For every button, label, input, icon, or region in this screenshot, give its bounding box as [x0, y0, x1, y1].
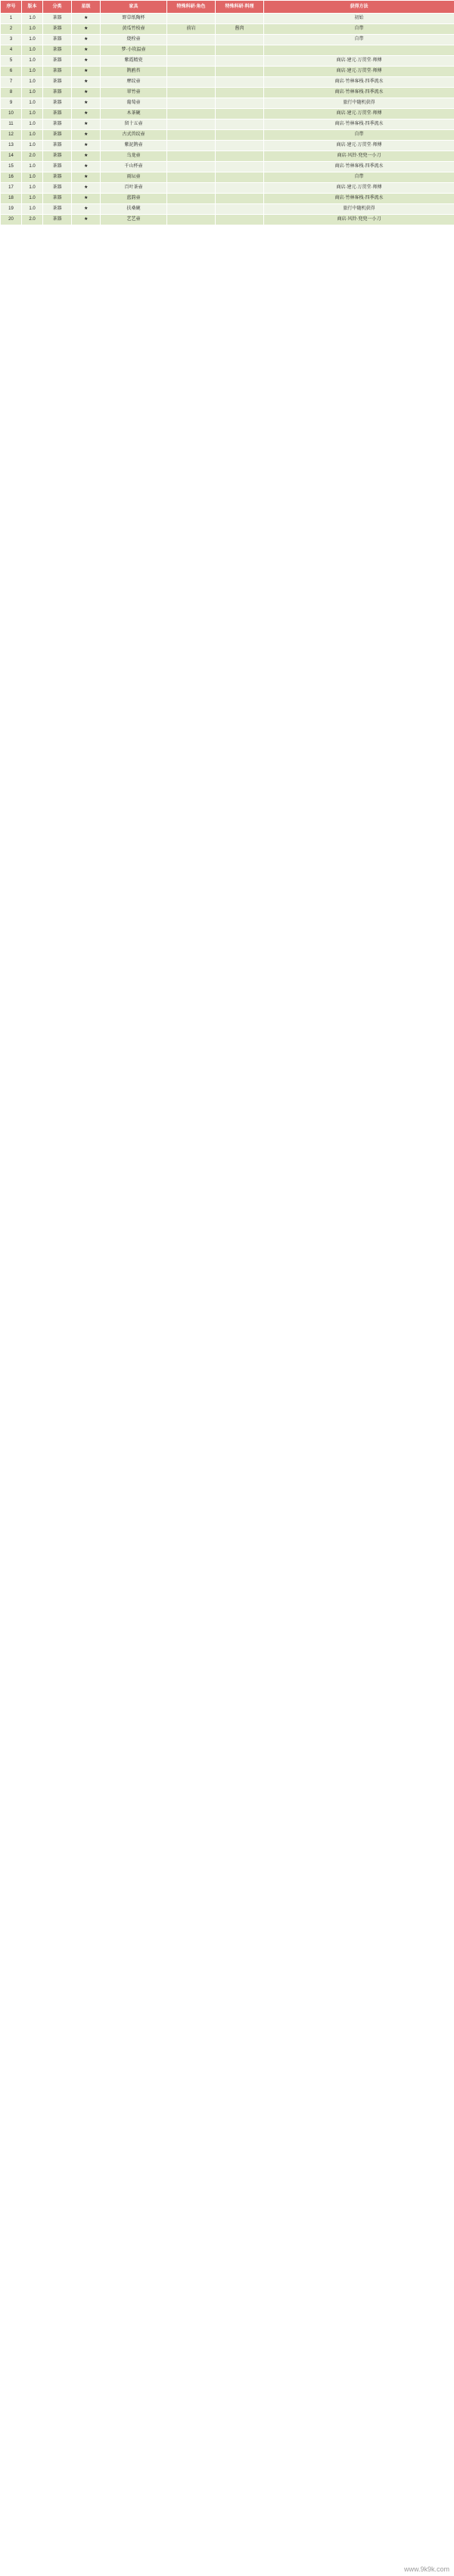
table-row	[1, 67, 454, 77]
cell-category: 茶器	[43, 56, 72, 67]
cell-index: 9	[1, 98, 22, 109]
cell-category: 茶器	[43, 119, 72, 130]
cell-research-dish	[216, 215, 264, 225]
cell-stars: ★	[72, 77, 101, 88]
cell-furniture: 木茶碗	[101, 109, 167, 119]
cell-furniture: 蓝韵壶	[101, 194, 167, 204]
cell-stars: ★	[72, 35, 101, 45]
cell-version: 1.0	[22, 183, 43, 194]
cell-research-dish	[216, 183, 264, 194]
cell-method: 商店·竹林客栈·四季流水	[264, 77, 454, 88]
cell-furniture: 紫霞精瓷	[101, 56, 167, 67]
cell-category: 茶器	[43, 35, 72, 45]
col-index-header: 序号	[1, 1, 22, 14]
cell-research-dish	[216, 56, 264, 67]
cell-furniture: 摩纹壶	[101, 77, 167, 88]
cell-category: 茶器	[43, 172, 72, 183]
col-method-header: 获得方法	[264, 1, 454, 14]
cell-research-character	[167, 162, 216, 172]
cell-research-dish	[216, 88, 264, 98]
cell-version: 1.0	[22, 14, 43, 24]
cell-stars: ★	[72, 141, 101, 151]
cell-stars: ★	[72, 14, 101, 24]
cell-research-dish	[216, 109, 264, 119]
cell-index: 11	[1, 119, 22, 130]
cell-research-character	[167, 194, 216, 204]
cell-stars: ★	[72, 24, 101, 35]
table-row	[1, 35, 454, 45]
table-header	[1, 1, 454, 14]
cell-research-character	[167, 215, 216, 225]
watermark: www.9k9k.com	[403, 2565, 449, 2573]
cell-version: 2.0	[22, 215, 43, 225]
cell-index: 19	[1, 204, 22, 215]
cell-research-dish	[216, 98, 264, 109]
col-furniture-header: 家具	[101, 1, 167, 14]
cell-stars: ★	[72, 45, 101, 56]
cell-method: 商店·风铃·兜兜一小刀	[264, 215, 454, 225]
cell-index: 14	[1, 151, 22, 162]
cell-furniture: 艺艺壶	[101, 215, 167, 225]
cell-furniture: 雨坛壶	[101, 172, 167, 183]
cell-furniture: 乌龙壶	[101, 151, 167, 162]
cell-index: 5	[1, 56, 22, 67]
cell-version: 1.0	[22, 130, 43, 141]
cell-furniture: 扶桑碗	[101, 204, 167, 215]
cell-method: 商店·竹林客栈·四季流水	[264, 88, 454, 98]
cell-research-character	[167, 14, 216, 24]
cell-version: 1.0	[22, 24, 43, 35]
cell-method: 旅行中随机获得	[264, 98, 454, 109]
cell-furniture: 紫泥鹊壶	[101, 141, 167, 151]
table-row	[1, 119, 454, 130]
cell-research-character	[167, 119, 216, 130]
cell-research-character	[167, 77, 216, 88]
cell-version: 1.0	[22, 77, 43, 88]
cell-category: 茶器	[43, 98, 72, 109]
table-row	[1, 14, 454, 24]
cell-research-character	[167, 130, 216, 141]
cell-research-character	[167, 172, 216, 183]
table-row	[1, 172, 454, 183]
cell-method: 商店·建元·万贯堂·师傅	[264, 183, 454, 194]
cell-method: 商店·风铃·兜兜一小刀	[264, 151, 454, 162]
cell-version: 1.0	[22, 98, 43, 109]
cell-method	[264, 45, 454, 56]
cell-stars: ★	[72, 151, 101, 162]
cell-category: 茶器	[43, 130, 72, 141]
cell-index: 12	[1, 130, 22, 141]
cell-version: 2.0	[22, 151, 43, 162]
cell-index: 18	[1, 194, 22, 204]
table-row	[1, 45, 454, 56]
cell-version: 1.0	[22, 162, 43, 172]
furniture-table	[0, 0, 454, 225]
table-row	[1, 98, 454, 109]
cell-method: 自带	[264, 172, 454, 183]
cell-category: 茶器	[43, 162, 72, 172]
table-row	[1, 88, 454, 98]
cell-research-dish	[216, 67, 264, 77]
cell-research-character	[167, 204, 216, 215]
cell-method: 自带	[264, 35, 454, 45]
cell-furniture: 千山杯壶	[101, 162, 167, 172]
cell-index: 15	[1, 162, 22, 172]
table-row	[1, 56, 454, 67]
cell-stars: ★	[72, 88, 101, 98]
cell-research-dish	[216, 45, 264, 56]
cell-furniture: 留十五壶	[101, 119, 167, 130]
cell-research-character	[167, 109, 216, 119]
cell-method: 商店·竹林客栈·四季流水	[264, 119, 454, 130]
cell-research-character	[167, 151, 216, 162]
cell-research-character	[167, 88, 216, 98]
cell-method: 商店·竹林客栈·四季流水	[264, 194, 454, 204]
cell-category: 茶器	[43, 45, 72, 56]
cell-version: 1.0	[22, 119, 43, 130]
cell-index: 4	[1, 45, 22, 56]
cell-index: 7	[1, 77, 22, 88]
cell-category: 茶器	[43, 215, 72, 225]
cell-method: 旅行中随机获得	[264, 204, 454, 215]
cell-furniture: 鹊鸥苔	[101, 67, 167, 77]
cell-index: 8	[1, 88, 22, 98]
table-row	[1, 151, 454, 162]
cell-research-character	[167, 98, 216, 109]
cell-index: 1	[1, 14, 22, 24]
cell-version: 1.0	[22, 109, 43, 119]
cell-index: 13	[1, 141, 22, 151]
cell-stars: ★	[72, 109, 101, 119]
cell-research-character	[167, 35, 216, 45]
cell-category: 茶器	[43, 151, 72, 162]
cell-stars: ★	[72, 162, 101, 172]
cell-stars: ★	[72, 215, 101, 225]
cell-furniture: 翠竹壶	[101, 88, 167, 98]
cell-category: 茶器	[43, 183, 72, 194]
cell-category: 茶器	[43, 24, 72, 35]
cell-research-dish	[216, 194, 264, 204]
cell-research-dish	[216, 162, 264, 172]
table-row	[1, 24, 454, 35]
cell-stars: ★	[72, 194, 101, 204]
cell-category: 茶器	[43, 67, 72, 77]
cell-version: 1.0	[22, 88, 43, 98]
cell-method: 自带	[264, 24, 454, 35]
cell-category: 茶器	[43, 88, 72, 98]
cell-furniture: 烧栓壶	[101, 35, 167, 45]
cell-index: 17	[1, 183, 22, 194]
col-research-dish-header: 特殊科研·料理	[216, 1, 264, 14]
cell-version: 1.0	[22, 67, 43, 77]
col-category-header: 分类	[43, 1, 72, 14]
cell-research-character	[167, 183, 216, 194]
cell-research-dish	[216, 119, 264, 130]
cell-research-character: 前岩	[167, 24, 216, 35]
table-row	[1, 162, 454, 172]
cell-version: 1.0	[22, 172, 43, 183]
cell-stars: ★	[72, 67, 101, 77]
cell-furniture: 葡萄壶	[101, 98, 167, 109]
col-research-character-header: 特殊科研·角色	[167, 1, 216, 14]
cell-stars: ★	[72, 172, 101, 183]
table-row	[1, 183, 454, 194]
cell-method: 商店·建元·万贯堂·师傅	[264, 56, 454, 67]
cell-method: 自带	[264, 130, 454, 141]
table-body	[1, 14, 454, 225]
cell-research-dish	[216, 130, 264, 141]
cell-category: 茶器	[43, 109, 72, 119]
cell-research-dish	[216, 172, 264, 183]
cell-research-dish	[216, 141, 264, 151]
cell-furniture: 黄瓜竹枝壶	[101, 24, 167, 35]
table-row	[1, 194, 454, 204]
cell-stars: ★	[72, 130, 101, 141]
cell-research-character	[167, 67, 216, 77]
cell-stars: ★	[72, 119, 101, 130]
table-row	[1, 215, 454, 225]
cell-version: 1.0	[22, 204, 43, 215]
table-row	[1, 141, 454, 151]
cell-research-dish	[216, 77, 264, 88]
cell-version: 1.0	[22, 35, 43, 45]
cell-index: 6	[1, 67, 22, 77]
cell-method: 商店·建元·万贯堂·师傅	[264, 109, 454, 119]
cell-category: 茶器	[43, 204, 72, 215]
table-row	[1, 77, 454, 88]
cell-index: 2	[1, 24, 22, 35]
cell-stars: ★	[72, 204, 101, 215]
col-stars-header: 星级	[72, 1, 101, 14]
cell-research-dish	[216, 35, 264, 45]
cell-research-dish	[216, 151, 264, 162]
cell-method: 初始	[264, 14, 454, 24]
cell-index: 10	[1, 109, 22, 119]
table-row	[1, 204, 454, 215]
cell-furniture: 百叶茶壶	[101, 183, 167, 194]
cell-stars: ★	[72, 98, 101, 109]
cell-index: 16	[1, 172, 22, 183]
cell-research-dish	[216, 14, 264, 24]
cell-research-character	[167, 45, 216, 56]
cell-furniture: 古式兽纹壶	[101, 130, 167, 141]
cell-index: 20	[1, 215, 22, 225]
cell-research-character	[167, 141, 216, 151]
cell-version: 1.0	[22, 45, 43, 56]
cell-index: 3	[1, 35, 22, 45]
cell-category: 茶器	[43, 14, 72, 24]
cell-stars: ★	[72, 56, 101, 67]
col-version-header: 版本	[22, 1, 43, 14]
table-row	[1, 109, 454, 119]
cell-version: 1.0	[22, 56, 43, 67]
cell-category: 茶器	[43, 194, 72, 204]
table-row	[1, 130, 454, 141]
cell-version: 1.0	[22, 194, 43, 204]
cell-version: 1.0	[22, 141, 43, 151]
cell-research-dish	[216, 204, 264, 215]
cell-research-dish: 酱肉	[216, 24, 264, 35]
cell-category: 茶器	[43, 77, 72, 88]
cell-stars: ★	[72, 183, 101, 194]
cell-furniture: 野草纸陶杯	[101, 14, 167, 24]
cell-furniture: 梦·小坎温壶	[101, 45, 167, 56]
cell-method: 商店·竹林客栈·四季流水	[264, 162, 454, 172]
cell-research-character	[167, 56, 216, 67]
cell-method: 商店·建元·万贯堂·师傅	[264, 141, 454, 151]
cell-category: 茶器	[43, 141, 72, 151]
cell-method: 商店·建元·万贯堂·师傅	[264, 67, 454, 77]
